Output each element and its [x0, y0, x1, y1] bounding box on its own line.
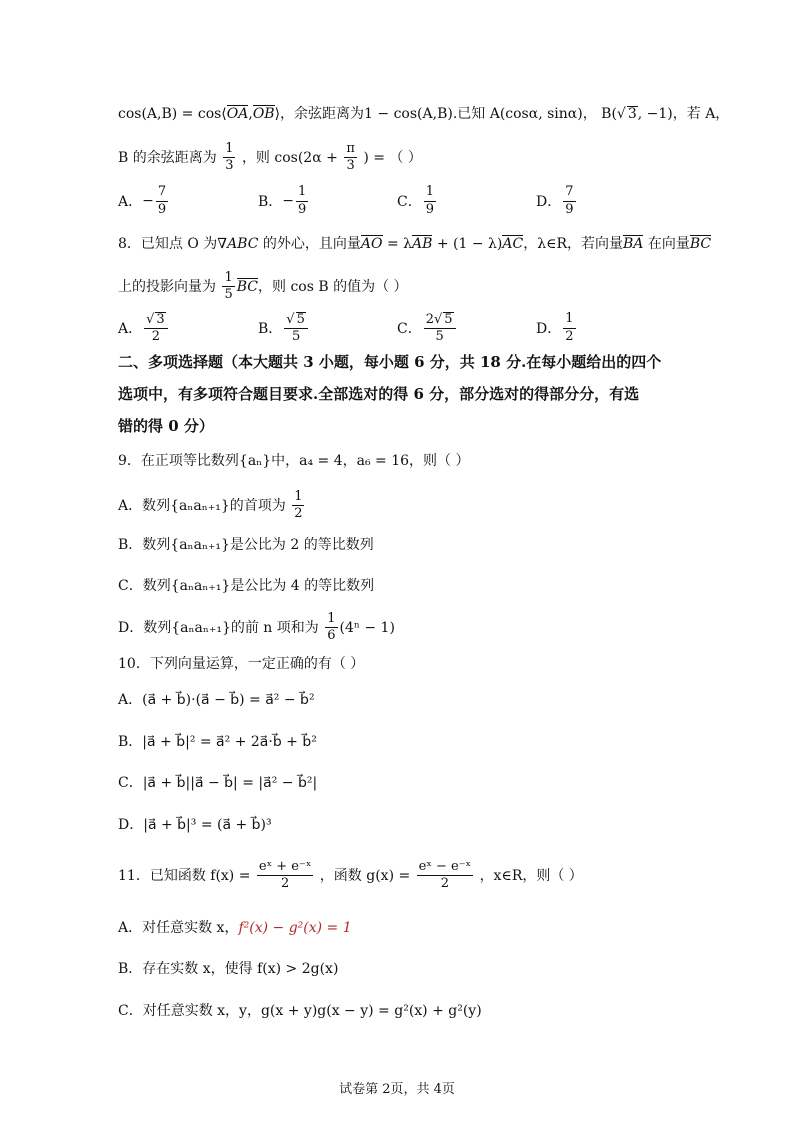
vector-ob: OB [252, 106, 275, 122]
q9-option-a[interactable]: A．数列{aₙaₙ₊₁}的首项为 $\frac{1}{2}$ [118, 489, 303, 522]
q7-text: B( [601, 106, 617, 122]
fraction: $\frac{1}{3}$ [225, 141, 234, 174]
q7-text: , −1)，若 A， [637, 106, 730, 122]
q8-option-c[interactable]: C． $\frac{2√ 5}{5}$ [397, 308, 458, 348]
vector-oa: OA [226, 106, 249, 122]
q11-option-b[interactable]: B．存在实数 x，使得 f(x) > 2g(x) [118, 961, 339, 977]
q7-text: ，则 cos(2α + [241, 149, 338, 166]
q7-line1: cos(A,B) = cos⟨OA,OB⟩，余弦距离为1 − cos(A,B).已知 A(cosα, sinα)， B(√ 3, −1)，若 A， [118, 106, 730, 122]
q9-stem: 9．在正项等比数列{aₙ}中，a₄ = 4，a₆ = 16，则（ ） [118, 453, 470, 469]
vector-bc: BC [236, 278, 258, 295]
q8-text: = λ [382, 236, 413, 252]
q7-text: ⟩，余弦距离为1 − cos(A,B).已知 A(cosα, sinα)， [274, 106, 597, 122]
q8-option-b[interactable]: B． $\frac{√ 5}{5}$ [258, 308, 310, 348]
q8-text: + (1 − λ) [432, 236, 503, 252]
vector-bc: BC [689, 236, 712, 252]
sqrt-value: 3 [627, 106, 637, 122]
triangle-label: ∇ABC [217, 236, 259, 252]
q8-line2 [118, 271, 674, 303]
q7-option-d[interactable]: D． $\frac{7}{9}$ [536, 184, 574, 217]
vector-ab: AB [412, 236, 433, 252]
highlighted-formula: f²(x) − g²(x) = 1 [238, 920, 352, 936]
q8-text: 的外心，且向量 [258, 236, 361, 252]
q11-option-a[interactable]: A．对任意实数 x，f²(x) − g²(x) = 1 [118, 920, 352, 936]
section-heading: 二、多项选择题（本大题共 3 小题，每小题 6 分，共 18 分.在每小题给出的四个 [118, 353, 662, 371]
q7-text: B 的余弦距离为 [118, 149, 217, 166]
q8-options [118, 308, 678, 348]
q11-option-c[interactable]: C．对任意实数 x，y，g(x + y)g(x − y) = g²(x) + g²(y) [118, 1003, 482, 1019]
q10-option-a[interactable]: A．(a⃗ + b⃗)·(a⃗ − b⃗) = a⃗² − b⃗² [118, 692, 315, 708]
q7-line2 [118, 142, 674, 174]
q8-text: 8．已知点 O 为 [118, 236, 218, 252]
vector-ba: BA [623, 236, 644, 252]
q10-option-d[interactable]: D．|a⃗ + b⃗|³ = (a⃗ + b⃗)³ [118, 817, 272, 833]
q7-option-a[interactable]: A． − $\frac{7}{9}$ [118, 184, 167, 217]
q8-text: ，则 cos B 的值为（ ） [258, 278, 408, 295]
fraction-pi: $\frac{\pi}{3}$ [346, 141, 355, 174]
page-footer: 试卷第 2页，共 4页 [339, 1082, 455, 1097]
q8-text: 在向量 [643, 236, 690, 252]
fraction: $\frac{1}{5}$ [224, 270, 233, 303]
vector-ao: AO [360, 236, 383, 252]
q8-option-d[interactable]: D． $\frac{1}{2}$ [536, 311, 574, 344]
q9-option-c[interactable]: C．数列{aₙaₙ₊₁}是公比为 4 的等比数列 [118, 578, 375, 594]
q8-text: ，λ∈R，若向量 [523, 236, 623, 252]
q9-option-d[interactable]: D．数列{aₙaₙ₊₁}的前 n 项和为 $\frac{1}{6}$ (4ⁿ − 1) [118, 611, 395, 644]
q7-options [118, 181, 678, 221]
section-heading: 选项中，有多项符合题目要求.全部选对的得 6 分，部分选对的得部分分，有选 [118, 385, 640, 403]
q9-option-b[interactable]: B．数列{aₙaₙ₊₁}是公比为 2 的等比数列 [118, 537, 374, 553]
q7-text: cos(A,B) = cos⟨ [118, 106, 227, 122]
q10-option-c[interactable]: C．|a⃗ + b⃗||a⃗ − b⃗| = |a⃗² − b⃗²| [118, 775, 318, 791]
vector-ac: AC [502, 236, 524, 252]
q10-option-b[interactable]: B．|a⃗ + b⃗|² = a⃗² + 2a⃗·b⃗ + b⃗² [118, 734, 317, 750]
q10-stem: 10．下列向量运算，一定正确的有（ ） [118, 656, 365, 672]
section-heading: 错的得 0 分） [118, 417, 214, 435]
q7-option-c[interactable]: C． $\frac{1}{9}$ [397, 184, 434, 217]
q8-line1 [118, 236, 712, 253]
q7-sep: , [248, 106, 253, 122]
q11-stem: 11．已知函数 f(x) = $\frac{\text{eˣ + e⁻ˣ}}{2}$ ，函数 g(x) = $\frac{\text{eˣ − e⁻ˣ}}{2}$ ，x∈R，则（ ） [118, 859, 583, 892]
q7-option-b[interactable]: B． − $\frac{1}{9}$ [258, 184, 307, 217]
q7-text: ) = （ ） [363, 149, 422, 166]
q8-option-a[interactable]: A． $\frac{√ 3}{2}$ [118, 308, 170, 348]
q8-text: 上的投影向量为 [118, 278, 216, 295]
